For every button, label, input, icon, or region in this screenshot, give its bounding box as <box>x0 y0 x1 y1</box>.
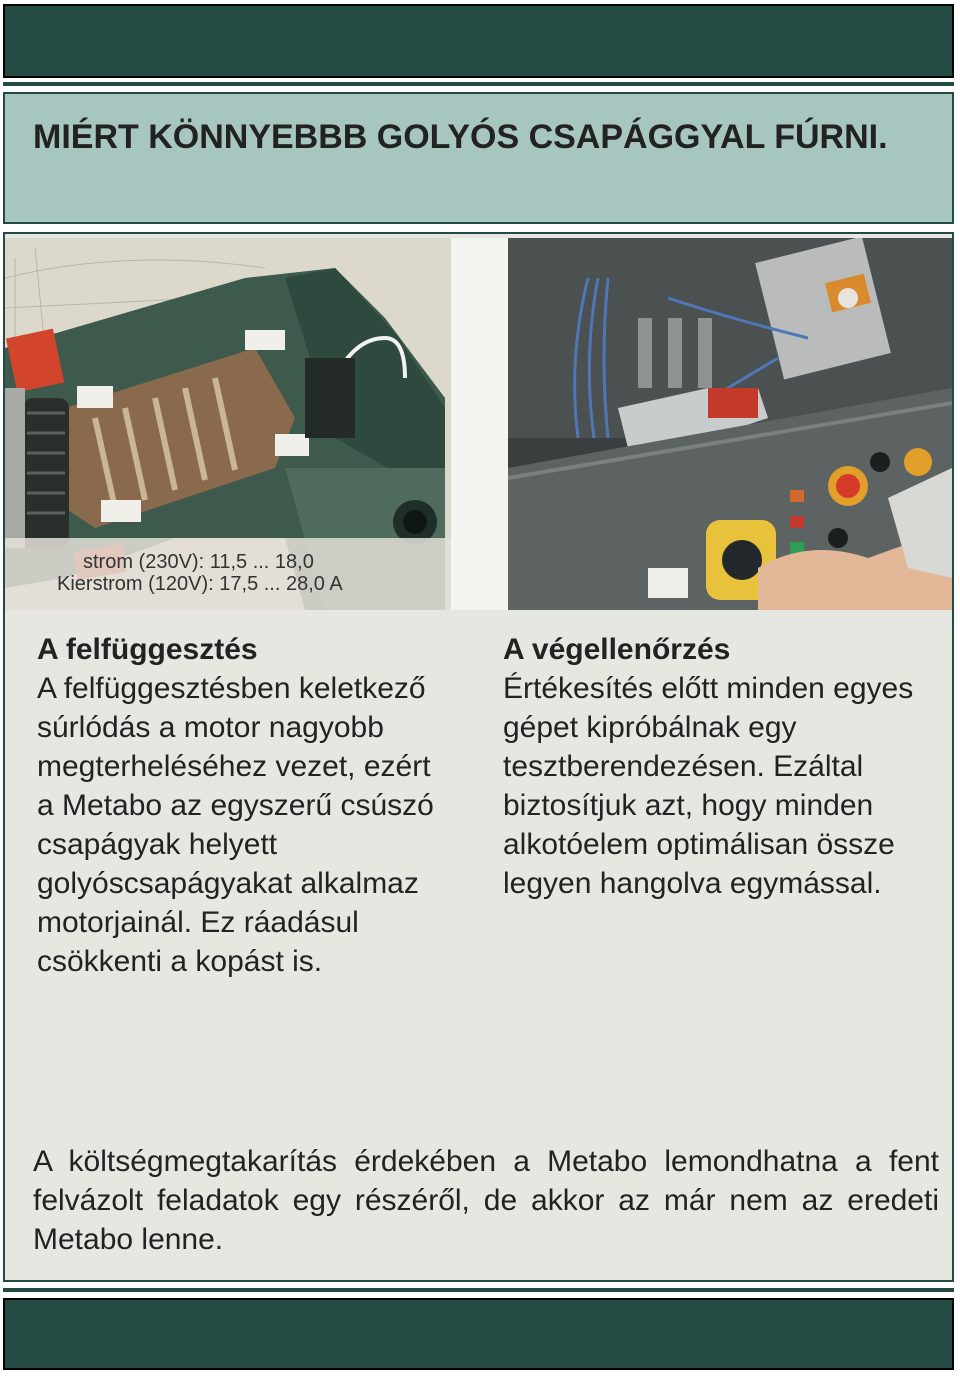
test-station-illustration <box>508 238 952 610</box>
section-body-suspension: A felfüggesztésben keletkező súrlódás a motor nagyobb megterheléséhez vezet, ezért a Metabo az egyszerű csúszó csapágyak helyett golyóscsapágyakat alkalmaz motorjainál. Ez ráadásul csökkenti a kopást is. <box>37 672 434 978</box>
drill-cutaway-photo <box>5 238 451 610</box>
section-heading-suspension: A felfüggesztés <box>37 633 258 666</box>
spec-line-1: strom (230V): 11,5 ... 18,0 <box>83 551 314 573</box>
title-band <box>3 92 954 224</box>
section-suspension <box>37 630 437 981</box>
spec-line-2: Kierstrom (120V): 17,5 ... 28,0 A <box>57 573 343 595</box>
photo-gap <box>451 238 508 610</box>
section-heading-final-check: A végellenőrzés <box>503 633 731 666</box>
drill-cutaway-illustration <box>5 238 451 610</box>
test-station-photo <box>508 238 952 610</box>
content-panel <box>3 232 954 1282</box>
top-header-bar <box>3 4 954 78</box>
bottom-divider <box>3 1288 954 1292</box>
section-body-final-check: Értékesítés előtt minden egyes gépet kipróbálnak egy tesztberendezésen. Ezáltal biztosítjuk azt, hogy minden alkotóelem optimálisan össze legyen hangolva egymással. <box>503 672 914 900</box>
section-final-check <box>503 630 933 903</box>
top-divider <box>3 82 954 86</box>
bottom-footer-bar <box>3 1298 954 1370</box>
closing-paragraph: A költségmegtakarítás érdekében a Metabo lemondhatna a fent felvázolt feladatok egy részéről, de akkor az már nem az eredeti Metabo lenne. <box>33 1145 939 1256</box>
page-title: MIÉRT KÖNNYEBBB GOLYÓS CSAPÁGGYAL FÚRNI. <box>33 118 888 156</box>
